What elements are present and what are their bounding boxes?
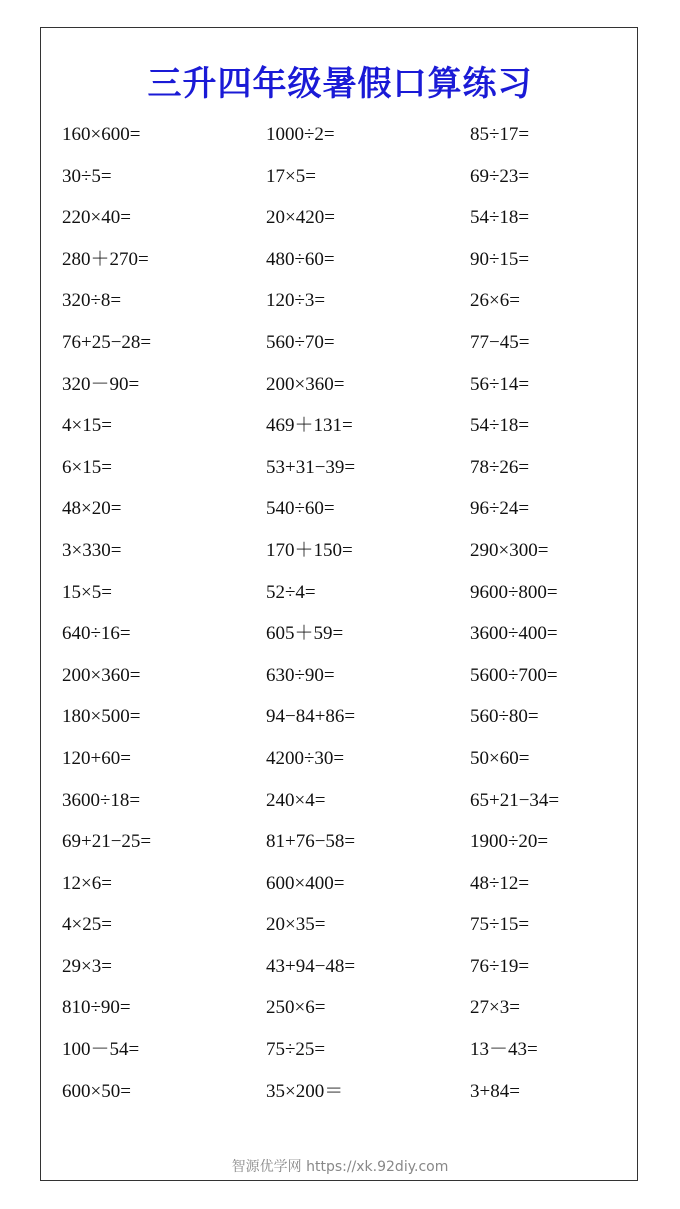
arithmetic-problem: 48×20= — [62, 498, 122, 520]
problem-row — [62, 1029, 622, 1071]
arithmetic-problem: 200×360= — [62, 664, 141, 686]
arithmetic-problem: 43+94−48= — [266, 955, 356, 977]
problem-row — [62, 280, 622, 322]
arithmetic-problem: 52÷4= — [266, 581, 316, 603]
problem-row — [62, 197, 622, 239]
problem-row — [62, 156, 622, 198]
arithmetic-problem: 3+84= — [470, 1080, 520, 1102]
problem-row — [62, 364, 622, 406]
arithmetic-problem: 76÷19= — [470, 955, 530, 977]
problem-row — [62, 904, 622, 946]
arithmetic-problem: 600×400= — [266, 872, 345, 894]
problem-row — [62, 613, 622, 655]
problem-row — [62, 863, 622, 905]
arithmetic-problem: 3×330= — [62, 539, 122, 561]
arithmetic-problem: 630÷90= — [266, 664, 335, 686]
arithmetic-problem: 69+21−25= — [62, 831, 152, 853]
arithmetic-problem: 77−45= — [470, 331, 530, 353]
arithmetic-problem: 26×6= — [470, 290, 520, 312]
problem-row — [62, 821, 622, 863]
arithmetic-problem: 54÷18= — [470, 207, 530, 229]
problem-row — [62, 114, 622, 156]
arithmetic-problem: 94−84+86= — [266, 706, 356, 728]
problem-row — [62, 572, 622, 614]
arithmetic-problem: 17×5= — [266, 165, 316, 187]
arithmetic-problem: 3600÷400= — [470, 623, 558, 645]
arithmetic-problem: 810÷90= — [62, 997, 131, 1019]
arithmetic-problem: 4×25= — [62, 914, 112, 936]
arithmetic-problem: 1000÷2= — [266, 124, 335, 145]
arithmetic-problem: 320－90= — [62, 373, 140, 395]
arithmetic-problem: 30÷5= — [62, 165, 112, 187]
arithmetic-problem: 53+31−39= — [266, 456, 356, 478]
problem-row — [62, 322, 622, 364]
arithmetic-problem: 12×6= — [62, 872, 112, 894]
arithmetic-problem: 13－43= — [470, 1039, 538, 1061]
arithmetic-problem: 200×360= — [266, 373, 345, 395]
problem-row — [62, 780, 622, 822]
problem-row — [62, 1071, 622, 1113]
problem-row — [62, 738, 622, 780]
arithmetic-problem: 3600÷18= — [62, 789, 141, 811]
arithmetic-problem: 605＋59= — [266, 623, 344, 645]
arithmetic-problem: 5600÷700= — [470, 664, 558, 686]
problem-row — [62, 696, 622, 738]
arithmetic-problem: 78÷26= — [470, 456, 530, 478]
arithmetic-problem: 75÷25= — [266, 1039, 326, 1061]
arithmetic-problem: 600×50= — [62, 1080, 131, 1102]
arithmetic-problem: 50×60= — [470, 747, 530, 769]
arithmetic-problem: 540÷60= — [266, 498, 335, 520]
problem-grid — [62, 114, 622, 1112]
arithmetic-problem: 250×6= — [266, 997, 326, 1019]
arithmetic-problem: 69÷23= — [470, 165, 530, 187]
arithmetic-problem: 280＋270= — [62, 248, 149, 270]
problem-row — [62, 447, 622, 489]
arithmetic-problem: 6×15= — [62, 456, 112, 478]
problem-row — [62, 987, 622, 1029]
arithmetic-problem: 20×420= — [266, 207, 335, 229]
arithmetic-problem: 480÷60= — [266, 248, 335, 270]
arithmetic-problem: 100－54= — [62, 1039, 140, 1061]
arithmetic-problem: 15×5= — [62, 581, 112, 603]
arithmetic-problem: 76+25−28= — [62, 331, 152, 353]
arithmetic-problem: 290×300= — [470, 539, 549, 561]
arithmetic-problem: 180×500= — [62, 706, 141, 728]
arithmetic-problem: 90÷15= — [470, 248, 530, 270]
arithmetic-problem: 96÷24= — [470, 498, 530, 520]
problem-row — [62, 405, 622, 447]
arithmetic-problem: 170＋150= — [266, 539, 353, 561]
arithmetic-problem: 560÷80= — [470, 706, 539, 728]
arithmetic-problem: 54÷18= — [470, 415, 530, 437]
arithmetic-problem: 56÷14= — [470, 373, 530, 395]
arithmetic-problem: 4200÷30= — [266, 747, 345, 769]
footer-watermark: 智源优学网 https://xk.92diy.com — [231, 1159, 449, 1175]
arithmetic-problem: 35×200＝ — [266, 1080, 344, 1102]
problem-row — [62, 655, 622, 697]
arithmetic-problem: 560÷70= — [266, 331, 335, 353]
arithmetic-problem: 220×40= — [62, 207, 131, 229]
arithmetic-problem: 65+21−34= — [470, 789, 560, 811]
arithmetic-problem: 4×15= — [62, 415, 112, 437]
arithmetic-problem: 9600÷800= — [470, 581, 558, 603]
arithmetic-problem: 469＋131= — [266, 415, 353, 437]
problem-row — [62, 488, 622, 530]
arithmetic-problem: 160×600= — [62, 124, 141, 145]
arithmetic-problem: 81+76−58= — [266, 831, 356, 853]
problem-row — [62, 530, 622, 572]
arithmetic-problem: 85÷17= — [470, 124, 530, 145]
arithmetic-problem: 20×35= — [266, 914, 326, 936]
arithmetic-problem: 120÷3= — [266, 290, 326, 312]
arithmetic-problem: 1900÷20= — [470, 831, 549, 853]
arithmetic-problem: 75÷15= — [470, 914, 530, 936]
problem-row — [62, 239, 622, 281]
problem-row — [62, 946, 622, 988]
arithmetic-problem: 120+60= — [62, 747, 131, 769]
arithmetic-problem: 48÷12= — [470, 872, 530, 894]
arithmetic-problem: 240×4= — [266, 789, 326, 811]
arithmetic-problem: 27×3= — [470, 997, 520, 1019]
arithmetic-problem: 320÷8= — [62, 290, 122, 312]
arithmetic-problem: 640÷16= — [62, 623, 131, 645]
arithmetic-problem: 29×3= — [62, 955, 112, 977]
page-title: 三升四年级暑假口算练习 — [147, 64, 533, 104]
